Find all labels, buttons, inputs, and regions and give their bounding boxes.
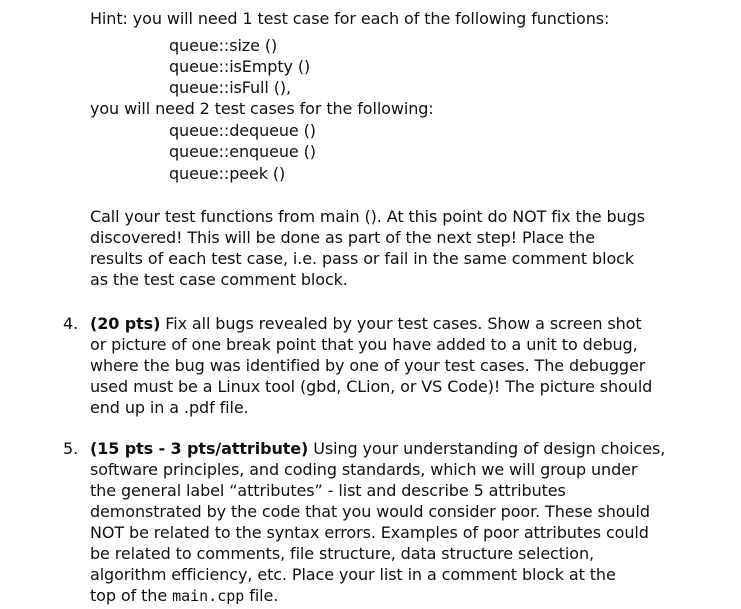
code-filename: main.cpp [172, 587, 245, 605]
item-5-line: be related to comments, file structure, data structure selection, [90, 544, 594, 563]
item-5-line: software principles, and coding standards, which we will group under [90, 460, 638, 479]
item-5-line: algorithm efficiency, etc. Place your list in a comment block at the [90, 565, 616, 584]
item-5-line: NOT be related to the syntax errors. Examples of poor attributes could [90, 523, 649, 542]
item-5-line [90, 585, 278, 606]
function-isempty: queue::isEmpty () [169, 57, 311, 76]
function-dequeue: queue::dequeue () [169, 121, 316, 140]
item-5-points: (15 pts - 3 pts/attribute) [90, 439, 309, 458]
call-paragraph-line: discovered! This will be done as part of the next step! Place the [90, 228, 595, 247]
item-4-number: 4. [63, 314, 79, 333]
item-4-line: end up in a .pdf file. [90, 398, 249, 417]
item-5-line: the general label “attributes” - list and describe 5 attributes [90, 481, 566, 500]
function-size: queue::size () [169, 36, 278, 55]
item-4-line: where the bug was identified by one of your test cases. The debugger [90, 356, 646, 375]
call-paragraph-line: as the test case comment block. [90, 270, 348, 289]
item-5-line: demonstrated by the code that you would consider poor. These should [90, 502, 650, 521]
function-peek: queue::peek () [169, 164, 286, 183]
hint-double-intro: you will need 2 test cases for the following: [90, 99, 434, 118]
hint-intro: Hint: you will need 1 test case for each of the following functions: [90, 9, 610, 28]
item-5-text: Using your understanding of design choices, [308, 439, 666, 458]
item-4-line: used must be a Linux tool (gbd, CLion, or VS Code)! The picture should [90, 377, 653, 396]
item-5-line [90, 438, 665, 459]
item-4-text: Fix all bugs revealed by your test cases. Show a screen shot [160, 314, 642, 333]
item-4-line: or picture of one break point that you have added to a unit to debug, [90, 335, 638, 354]
item-4-line [90, 313, 642, 334]
item-4-points: (20 pts) [90, 314, 161, 333]
function-enqueue: queue::enqueue () [169, 142, 316, 161]
function-isfull: queue::isFull (), [169, 78, 292, 97]
call-paragraph-line: Call your test functions from main (). At this point do NOT fix the bugs [90, 207, 645, 226]
item-5-text: file. [244, 586, 279, 605]
item-5-text: top of the [90, 586, 173, 605]
item-5-number: 5. [63, 439, 79, 458]
call-paragraph-line: results of each test case, i.e. pass or fail in the same comment block [90, 249, 634, 268]
